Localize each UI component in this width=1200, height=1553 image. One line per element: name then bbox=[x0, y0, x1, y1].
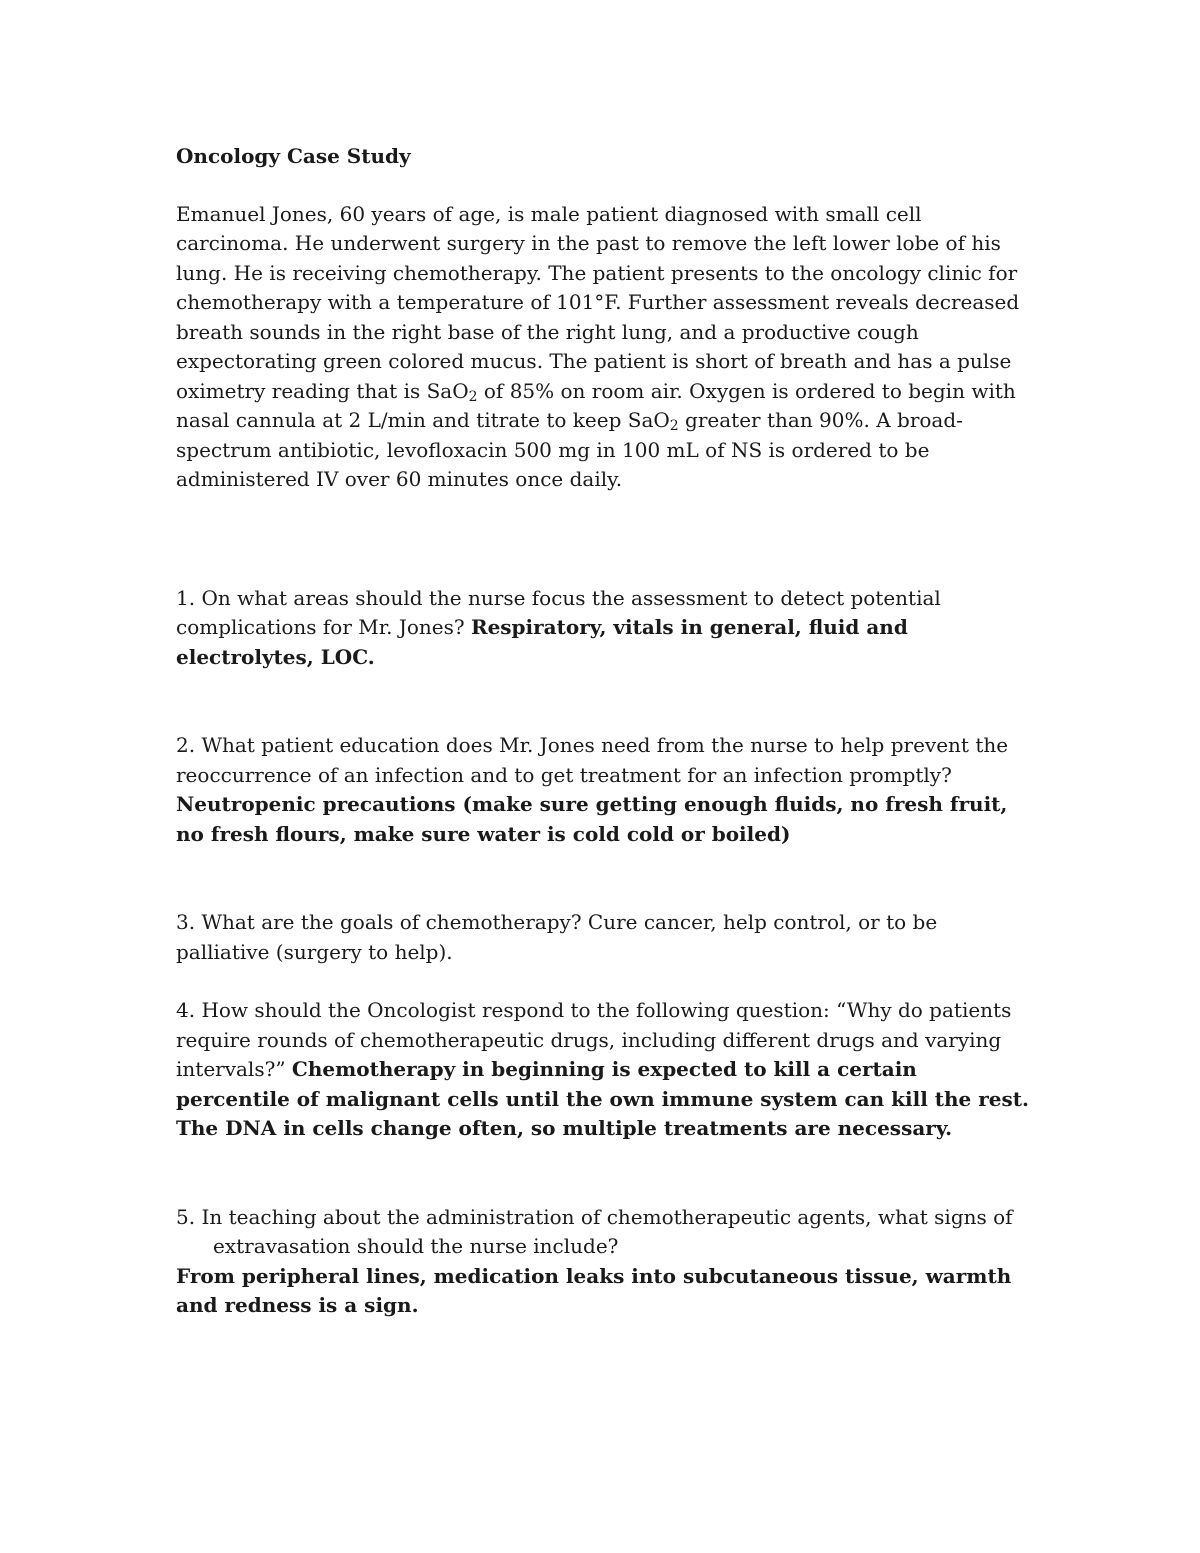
question-3 bbox=[176, 908, 1036, 967]
answer-5: From peripheral lines, medication leaks into subcutaneous tissue, warmth and redness is a sign. bbox=[176, 1263, 1012, 1317]
question-2-text: 2. What patient education does Mr. Jones need from the nurse to help prevent the reoccurrence of an infection and to get treatment for an infection promptly? bbox=[176, 733, 1009, 787]
question-3-text: 3. What are the goals of chemotherapy? bbox=[176, 910, 588, 934]
case-study-paragraph bbox=[176, 200, 1036, 495]
answer-1: Respiratory, vitals in general, fluid and electrolytes, LOC. bbox=[176, 615, 908, 669]
answer-2: Neutropenic precautions (make sure getting enough fluids, no fresh fruit, no fresh flours, make sure water is cold cold or boiled) bbox=[176, 792, 1008, 846]
question-2 bbox=[176, 731, 1036, 849]
question-4-text: 4. How should the Oncologist respond to the following question: “Why do patients require rounds of chemotherapeutic drugs, including different drugs and varying intervals?” bbox=[176, 998, 1012, 1081]
question-1 bbox=[176, 584, 1036, 673]
document-page bbox=[176, 140, 1036, 1321]
case-text-part3: greater than 90%. A broad-spectrum antibiotic, levofloxacin 500 mg in 100 mL of NS is ordered to be administered IV over 60 minutes once daily. bbox=[176, 408, 963, 491]
answer-3: Cure cancer, help control, or to be palliative (surgery to help). bbox=[176, 910, 938, 964]
subscript-2: 2 bbox=[669, 418, 679, 434]
case-text-part2: of 85% on room air. Oxygen is ordered to begin with nasal cannula at 2 L/min and titrate to keep SaO bbox=[176, 378, 1016, 432]
subscript-2: 2 bbox=[468, 388, 478, 405]
question-4 bbox=[176, 996, 1036, 1144]
answer-4: Chemotherapy in beginning is expected to kill a certain percentile of malignant cells until the own immune system can kill the rest. The DNA in cells change often, so multiple treatments are necessary. bbox=[176, 1057, 1029, 1140]
question-1-text: 1. On what areas should the nurse focus the assessment to detect potential complications for Mr. Jones? bbox=[176, 585, 941, 639]
question-5 bbox=[176, 1203, 1036, 1321]
case-text-part1: Emanuel Jones, 60 years of age, is male patient diagnosed with small cell carcinoma. He underwent surgery in the past to remove the left lower lobe of his lung. He is receiving chemotherapy. The patient presents to the oncology clinic for chemotherapy with a temperature of 101°F. Further assessment reveals decreased breath sounds in the right base of the right lung, and a productive cough expectorating green colored mucus. The patient is short of breath and has a pulse oximetry reading that is SaO bbox=[176, 201, 1020, 403]
question-5-text: 5. In teaching about the administration of chemotherapeutic agents, what signs of extravasation should the nurse include? bbox=[176, 1204, 1013, 1258]
document-title: Oncology Case Study bbox=[176, 144, 411, 168]
